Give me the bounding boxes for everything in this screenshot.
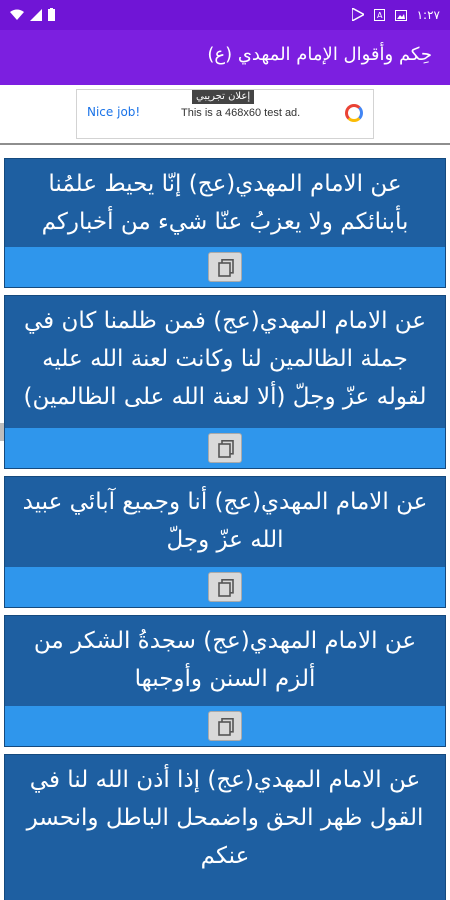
notification-icon [374,6,385,25]
copy-button[interactable] [208,433,242,463]
svg-text:A: A [376,10,383,20]
test-ad-banner[interactable] [76,89,374,139]
copy-button[interactable] [208,572,242,602]
quote-card [4,754,446,900]
copy-button[interactable] [208,711,242,741]
status-icons-left [10,0,55,30]
copy-icon [218,440,234,458]
card-footer [5,428,445,468]
wifi-icon [10,6,24,25]
copy-icon [218,718,234,736]
card-footer [5,567,445,607]
play-store-icon [352,6,364,25]
card-footer [5,247,445,287]
quote-text: عن الامام المهدي(عج) سجدةُ الشكر من ألزم السنن وأوجبها [33,628,417,692]
ad-label: إعلان تجريبي [192,90,254,104]
copy-icon [218,259,234,277]
battery-icon [48,6,55,25]
quote-text: عن الامام المهدي(عج) إنّا يحيط علمُنا بأبنائكم ولا يعزبُ عنّا شيء من أخباركم [41,171,409,235]
quote-text: عن الامام المهدي(عج) أنا وجميع آبائي عبيد الله عزّ وجلّ [22,489,428,553]
quote-card [4,476,446,608]
divider [0,143,450,145]
app-title: حِكم وأقوال الإمام المهدي (ع) [207,44,432,65]
status-icons-right [352,0,440,30]
signal-icon [30,6,42,25]
ad-nice-job: Nice job! [87,105,141,119]
status-time: ١:٢٧ [416,8,440,22]
quote-card [4,158,446,288]
quote-text: عن الامام المهدي(عج) إذا أذن الله لنا في القول ظهر الحق واضمحل الباطل وانحسر عنكم [26,767,424,869]
status-bar [0,0,450,30]
quote-text: عن الامام المهدي(عج) فمن ظلمنا كان في جملة الظالمين لنا وكانت لعنة الله عليه لقوله عزّ وجلّ (ألا لعنة الله على الظالمين) [23,308,427,410]
copy-icon [218,579,234,597]
ad-text: This is a 468x60 test ad. [181,107,301,119]
quote-card [4,615,446,747]
app-bar [0,30,450,85]
image-icon [395,6,407,25]
copy-button[interactable] [208,252,242,282]
card-footer [5,706,445,746]
ad-logo-icon [345,104,363,122]
quote-card [4,295,446,469]
